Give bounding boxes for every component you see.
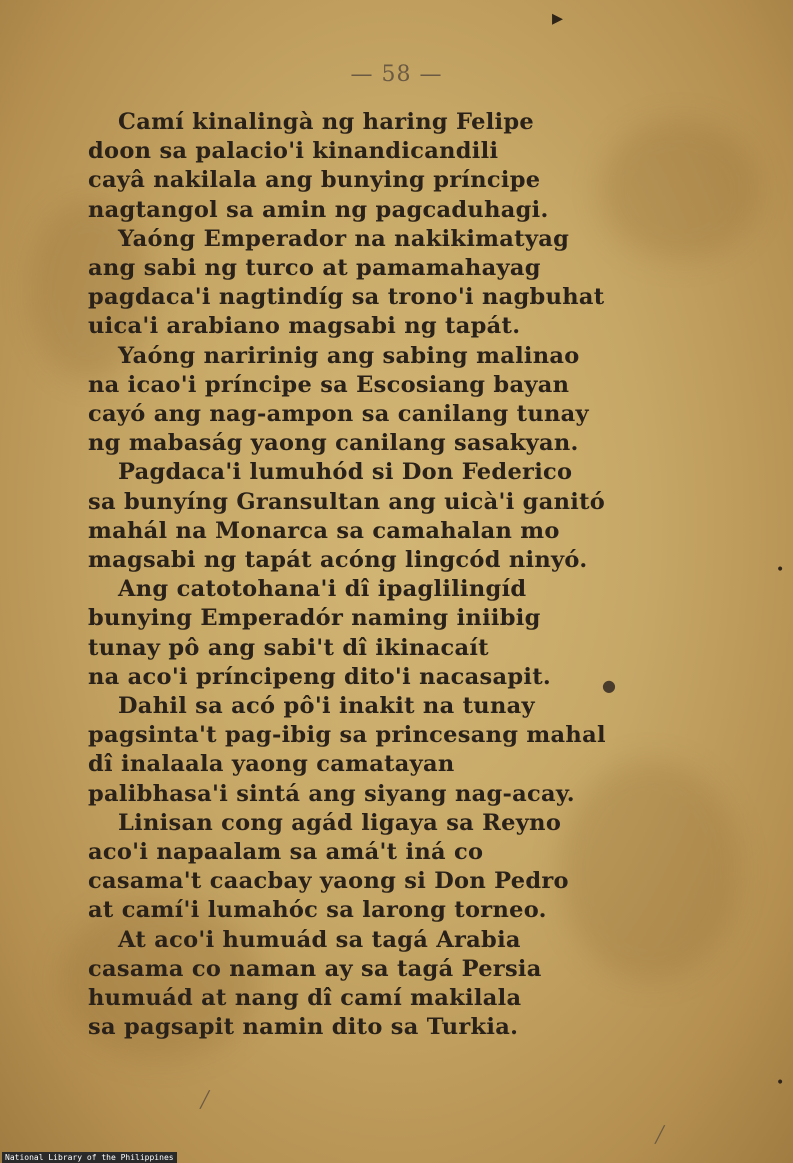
poem-line: ang sabi ng turco at pamamahayag	[88, 255, 541, 282]
poem-line: pagsinta't pag-ibig sa princesang mahal	[88, 722, 606, 749]
poem-line: casama co naman ay sa tagá Persia	[88, 955, 542, 982]
ink-speck-icon: •	[776, 1075, 785, 1091]
stanza	[88, 108, 688, 225]
page-number: — 58 —	[350, 62, 443, 87]
poem-line: doon sa palacio'i kinandicandili	[88, 138, 499, 165]
poem-line: ng mabaság yaong canilang sasakyan.	[88, 430, 579, 457]
poem-line: magsabi ng tapát acóng lingcód ninyó.	[88, 547, 588, 574]
poem-line: tunay pô ang sabi't dî ikinacaít	[88, 634, 489, 661]
poem-line: bunying Emperadór naming iniibig	[88, 605, 541, 632]
stanza	[88, 225, 688, 342]
poem-line: cayó ang nag-ampon sa canilang tunay	[88, 401, 589, 428]
poem-line: Ang catotohana'i dî ipaglilingíd	[118, 576, 527, 603]
poem-line: Dahil sa acó pô'i inakit na tunay	[118, 693, 535, 720]
poem-line: Linisan cong agád ligaya sa Reyno	[118, 809, 562, 836]
poem-line: dî inalaala yaong camatayan	[88, 751, 455, 778]
poem-line: nagtangol sa amin ng pagcaduhagi.	[88, 196, 549, 223]
poem-line: na icao'i príncipe sa Escosiang bayan	[88, 371, 570, 398]
stanza	[88, 342, 688, 459]
pencil-stroke-icon: ╱	[200, 1090, 210, 1109]
poem-line: uica'i arabiano magsabi ng tapát.	[88, 313, 521, 340]
poem-line: casama't caacbay yaong si Don Pedro	[88, 868, 569, 895]
poem-line: na aco'i príncipeng dito'i nacasapit.	[88, 663, 552, 690]
poem-line: sa bunyíng Gransultan ang uicà'i ganitó	[88, 488, 606, 515]
poem-line: palibhasa'i sintá ang siyang nag-acay.	[88, 780, 575, 807]
ink-speck-icon: •	[776, 562, 785, 578]
poem-line: At aco'i humuád sa tagá Arabia	[118, 926, 521, 953]
poem-line: mahál na Monarca sa camahalan mo	[88, 517, 560, 544]
poem-line: cayâ nakilala ang bunying príncipe	[88, 167, 541, 194]
poem-line: aco'i napaalam sa amá't iná co	[88, 839, 484, 866]
stanza	[88, 809, 688, 926]
poem-body	[88, 108, 688, 1043]
library-watermark: National Library of the Philippines	[2, 1152, 177, 1163]
poem-line: sa pagsapit namin dito sa Turkia.	[88, 1014, 519, 1041]
stanza	[88, 926, 688, 1043]
stanza	[88, 692, 688, 809]
poem-line: Yaóng naririnig ang sabing malinao	[118, 342, 580, 369]
ink-blot-icon: ●	[602, 676, 616, 695]
poem-line: pagdaca'i nagtindíg sa trono'i nagbuhat	[88, 284, 605, 311]
poem-line: at camí'i lumahóc sa larong torneo.	[88, 897, 547, 924]
ink-speck-icon: ▸	[552, 6, 564, 31]
stanza	[88, 458, 688, 575]
poem-line: Pagdaca'i lumuhód si Don Federico	[118, 459, 573, 486]
poem-line: humuád at nang dî camí makilala	[88, 985, 522, 1012]
stanza	[88, 575, 688, 692]
poem-line: Yaóng Emperador na nakikimatyag	[118, 225, 570, 252]
pencil-stroke-icon: ╱	[655, 1125, 665, 1144]
poem-line: Camí kinalingà ng haring Felipe	[118, 109, 535, 135]
